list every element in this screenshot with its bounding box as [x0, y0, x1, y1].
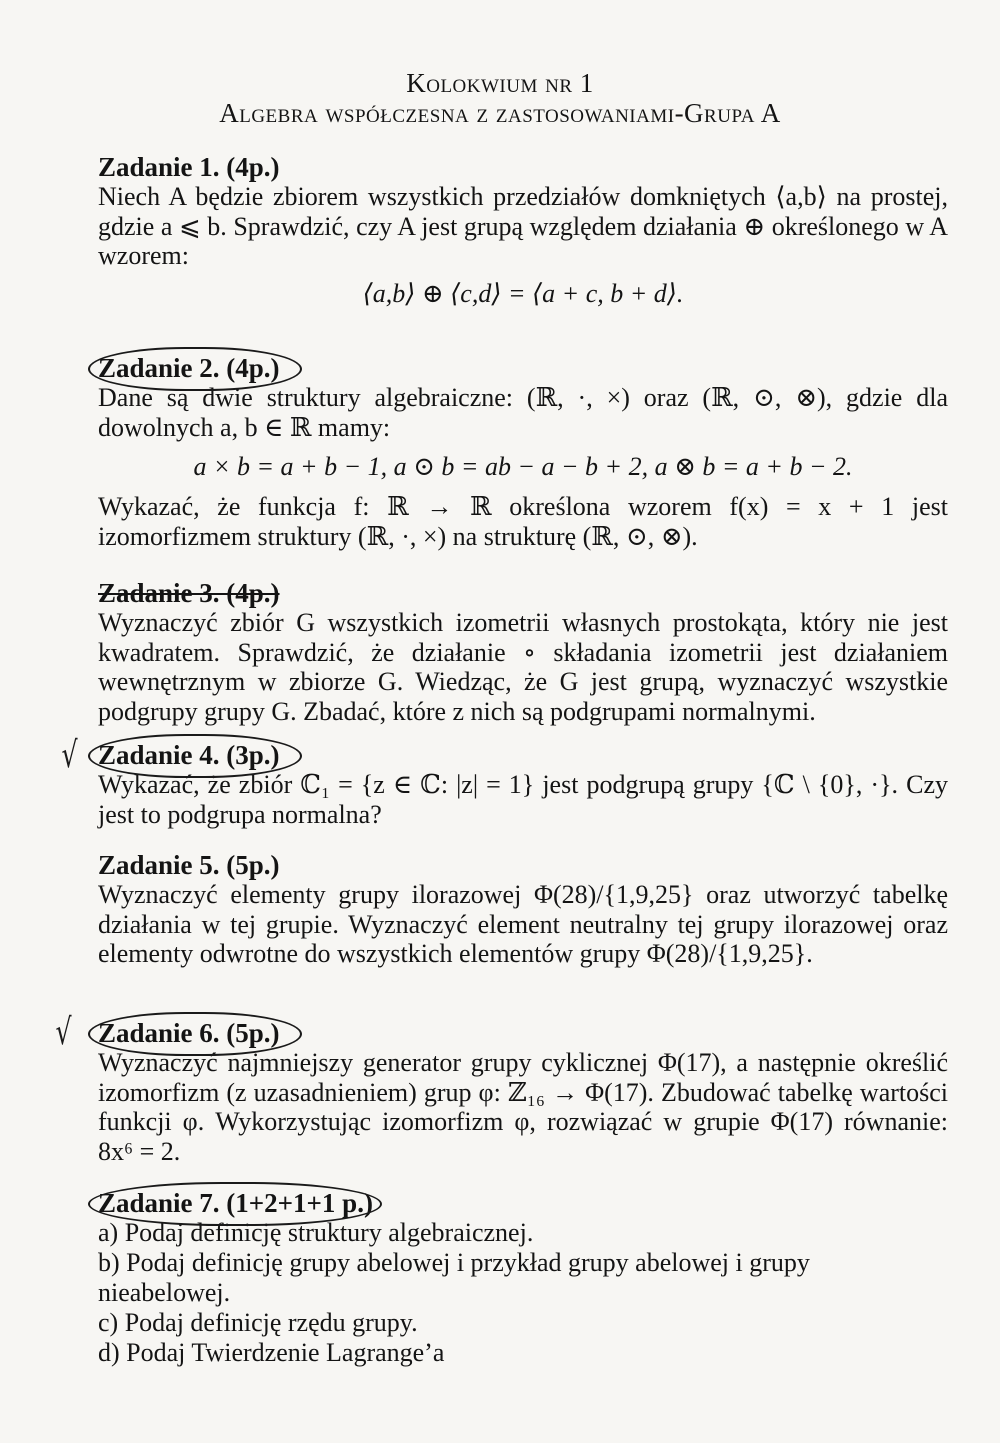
task-3: [98, 578, 948, 726]
task-6: [98, 1018, 948, 1166]
task-6-text: Wyznaczyć najmniejszy generator grupy cyklicznej Φ(17), a następnie określić izomorfizm (z uzasadnieniem) grup φ: ℤ₁₆ → Φ(17). Zbudować tabelkę wartości funkcji φ. Wykorzystując izomorfizm φ, rozwiązać w grupie Φ(17) równanie: 8x⁶ = 2.: [98, 1048, 948, 1166]
task-7-item-d: d) Podaj Twierdzenie Lagrange’a: [98, 1338, 445, 1367]
exam-subtitle: Algebra współczesna z zastosowaniami-Grupa A: [219, 98, 781, 128]
task-5: [98, 850, 948, 969]
task-2-text: Dane są dwie struktury algebraiczne: (ℝ, ·, ×) oraz (ℝ, ⊙, ⊗), gdzie dla dowolnych a, b ∈ ℝ mamy:: [98, 383, 948, 442]
task-2: [98, 353, 948, 551]
task-7-title-text: Zadanie 7. (1+2+1+1 p.): [98, 1188, 373, 1218]
task-1-text: Niech A będzie zbiorem wszystkich przedziałów domkniętych ⟨a,b⟩ na prostej, gdzie a ⩽ b. Sprawdzić, czy A jest grupą względem działania ⊕ określonego w A wzorem:: [98, 182, 948, 270]
task-3-title: Zadanie 3. (4p.): [98, 578, 280, 608]
task-4: [98, 740, 948, 829]
task-2-text2: Wykazać, że funkcja f: ℝ → ℝ określona wzorem f(x) = x + 1 jest izomorfizmem struktury (ℝ, ·, ×) na strukturę (ℝ, ⊙, ⊗).: [98, 492, 948, 551]
task-2-title: [98, 353, 280, 383]
task-7-item-a: a) Podaj definicję struktury algebraicznej.: [98, 1218, 534, 1247]
task-4-title: [98, 740, 280, 770]
task-6-title-text: Zadanie 6. (5p.): [98, 1018, 280, 1048]
task-1: [98, 152, 948, 309]
task-2-formula: a × b = a + b − 1, a ⊙ b = ab − a − b + 2, a ⊗ b = a + b − 2.: [193, 452, 853, 481]
task-4-title-text: Zadanie 4. (3p.): [98, 740, 280, 770]
task-4-text: Wykazać, że zbiór ℂ₁ = {z ∈ ℂ: |z| = 1} jest podgrupą grupy {ℂ \ {0}, ·}. Czy jest to podgrupa normalna?: [98, 770, 948, 829]
task-7-title: [98, 1188, 373, 1218]
task-5-text: Wyznaczyć elementy grupy ilorazowej Φ(28)/{1,9,25} oraz utworzyć tabelkę działania w tej grupie. Wyznaczyć element neutralny tej grupy ilorazowej oraz elementy odwrotne do wszystkich elementów grupy Φ(28)/{1,9,25}.: [98, 880, 948, 968]
task-2-title-text: Zadanie 2. (4p.): [98, 353, 280, 383]
task-1-title: Zadanie 1. (4p.): [98, 152, 280, 182]
hand-check-mark: √: [61, 735, 78, 776]
task-1-formula: ⟨a,b⟩ ⊕ ⟨c,d⟩ = ⟨a + c, b + d⟩.: [362, 278, 684, 308]
task-6-title: [98, 1018, 280, 1048]
task-7-item-b: b) Podaj definicję grupy abelowej i przykład grupy abelowej i grupy nieabelowej.: [98, 1248, 810, 1307]
hand-check-mark: √: [55, 1012, 72, 1053]
task-7: [98, 1188, 948, 1368]
task-5-title: Zadanie 5. (5p.): [98, 850, 280, 880]
task-7-item-c: c) Podaj definicję rzędu grupy.: [98, 1308, 418, 1337]
exam-title: Kolokwium nr 1: [406, 68, 594, 98]
task-3-text: Wyznaczyć zbiór G wszystkich izometrii własnych prostokąta, który nie jest kwadratem. Sprawdzić, że działanie ∘ składania izometrii jest działaniem wewnętrznym w zbiorze G. Wiedząc, że G jest grupą, wyznaczyć wszystkie podgrupy grupy G. Zbadać, które z nich są podgrupami normalnymi.: [98, 608, 948, 726]
